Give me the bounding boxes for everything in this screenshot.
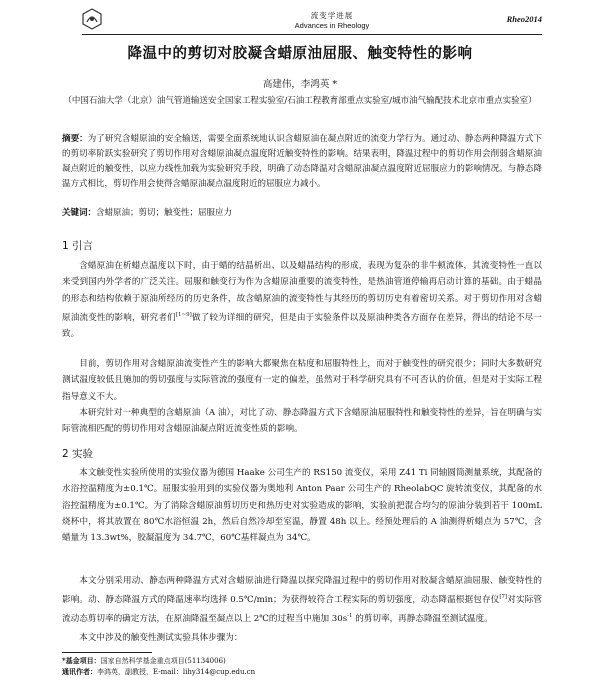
header-rule [82, 34, 542, 35]
section-heading: 1 引言 [62, 240, 94, 252]
paragraph: 本研究针对一种典型的含蜡原油（A 油），对比了动、静态降温方式下含蜡原油屈服特性和触变特性的差异，旨在明确与实际管流相匹配的剪切作用对含蜡原油凝点附近流变性质的影响。 [62, 408, 542, 435]
paragraph [62, 258, 542, 342]
paragraph: 本文分别采用动、静态两种降温方式对含蜡原油进行降温以探究降温过程中的剪切作用对胶凝含蜡原油屈服、触变特性的影响。动、静态降温方式的降温速率均选择 0.5℃/min；为获得较符合工程实际的剪切强度，动态降温根据包存仪[7]对实际管流动态剪切率的确定方法，在原油降温至凝点以上 2℃的过程当中施加 $30s^{-1}$ 的剪切率，再静态降温至测试温度。 [62, 576, 542, 625]
reference-marker: [7] [499, 594, 508, 601]
paper-title: 降温中的剪切对胶凝含蜡原油屈服、触变特性的影响 [127, 46, 473, 62]
footnote-text: 李鸿英，副教授，E-mail：lihy314@cup.edu.cn [97, 668, 256, 676]
footnote-text: 国家自然科学基金重点项目(51134006) [100, 657, 226, 665]
footnote [62, 656, 542, 666]
unit-exponent: -1 [347, 613, 353, 620]
paragraph: 本文触变性实验所使用的实验仪器为德国 Haake 公司生产的 RS150 流变仪，采用 Z41 Ti 同轴圆筒测量系统，其配备的水浴控温精度为±0.1℃。屈服实验用到的实验仪器为奥地利 Anton Paar 公司生产的 RheolabQC 旋转流变仪，其配备的水浴控温精度为±0.1℃。为了消除含蜡原油剪切历史和热历史对实验造成的影响，实验前把混合均匀的原油分装到若干 100mL 烧杯中，将其放置在 80℃水浴恒温 2h，然后自然冷却至室温，静置 48h 以上。经预处理后的 A 油测得析蜡点为 57℃，含蜡量为 13.3wt%，胶凝温度为 34.7℃，60℃基样凝点为 34℃。 [62, 468, 542, 544]
authors: 高建伟，李鸿英 * [262, 79, 338, 90]
footnote-label: *基金项目： [62, 656, 101, 665]
paragraph: 目前，剪切作用对含蜡原油流变性产生的影响大都聚焦在粘度和屈服特性上，而对于触变性的研究很少；同时大多数研究测试温度较低且施加的剪切强度与实际管流的强度有一定的偏差，虽然对于科学研究具有不可否认的价值，但是对于实际工程指导意义不大。 [62, 359, 542, 402]
journal-name [252, 10, 412, 30]
abstract-text: 为了研究含蜡原油的安全输送，需要全面系统地认识含蜡原油在凝点附近的流变力学行为。通过动、静态两种降温方式下的剪切率阶跃实验研究了剪切作用对含蜡原油凝点温度附近触变特性的影响。结果表明，降温过程中的剪切作用会削弱含蜡原油凝点附近的触变性，以应力线性加载为实验研究手段，明确了动态降温对含蜡原油凝点温度附近屈服应力的影响情况。与静态降温方式相比，剪切作用会使得含蜡原油凝点温度附近的屈服应力减小。 [62, 134, 542, 189]
paragraph: 本文中涉及的触变性测试实验具体步骤为： [79, 633, 243, 643]
affiliation: （中国石油大学（北京）油气管道输送安全国家工程实验室/石油工程教育部重点实验室/城市油气输配技术北京市重点实验室） [63, 96, 537, 106]
paragraph-text: 含蜡原油在析蜡点温度以下时，由于蜡的结晶析出、以及蜡晶结构的形成，表现为复杂的非牛顿流体，其流变特性一直以来受到国内外学者的广泛关注。屈服和触变行为作为含蜡原油重要的流变特性，是热油管道停输再启动计算的基础。由于蜡晶的形态和结构依赖于原油所经历的历史条件，故含蜡原油的流变特性与其经历的剪切历史有着密切关系。对于剪切作用对含蜡原油流变性的影响，研究者们[1~9]做了较为详细的研究，但是由于实验条件以及原油种类各方面存在差异，得出的结论不尽一致。 [62, 261, 542, 340]
abstract-label: 摘要： [62, 134, 88, 144]
header-year: Rheo2014 [506, 14, 542, 24]
keywords-text: 含蜡原油；剪切；触变性；屈服应力 [96, 208, 233, 218]
journal-logo-icon [82, 8, 102, 30]
keywords [62, 206, 542, 220]
section-heading: 2 实验 [62, 448, 94, 460]
footnote [62, 667, 542, 677]
footnote-rule [62, 652, 152, 653]
running-header [82, 8, 542, 36]
journal-name-cn: 流变学进展 [310, 11, 354, 20]
journal-name-en: Advances in Rheology [294, 21, 370, 30]
footnote-label: 通讯作者： [62, 667, 97, 676]
abstract [62, 132, 542, 192]
keywords-label: 关键词： [62, 208, 97, 218]
reference-marker: [1~9] [175, 311, 192, 318]
